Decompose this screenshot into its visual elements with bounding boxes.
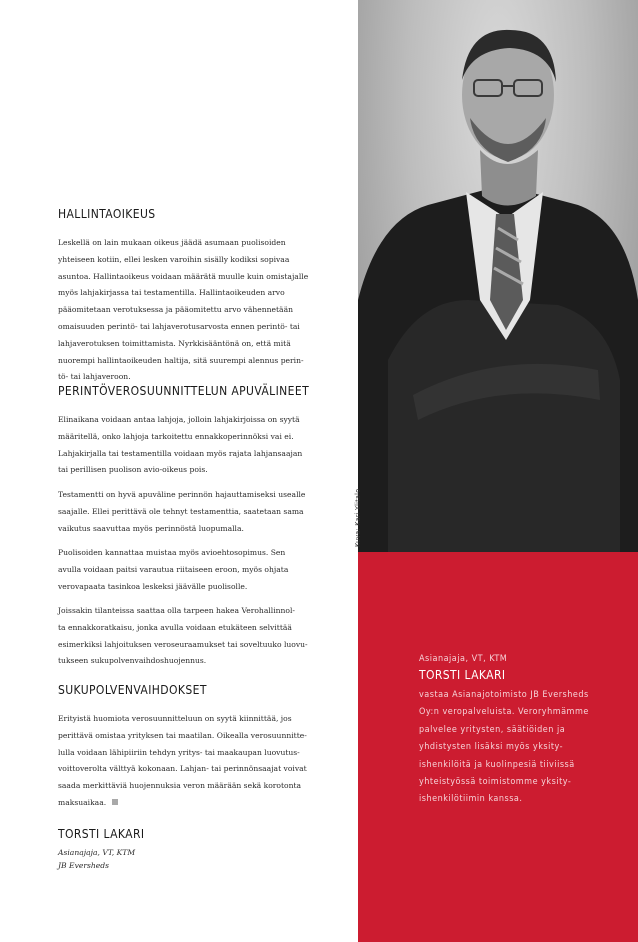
- portrait-illustration: [358, 0, 638, 552]
- paragraph: Puolisoiden kannattaa muistaa myös avioehtosopimus. Sen avulla voidaan paitsi varautua riitaiseen eroon, myös ohjata verovapaata tasinkoa leskeksi jäävälle puolisolle.: [58, 548, 289, 591]
- paragraph: Testamentti on hyvä apuväline perinnön hajauttamiseksi usealle saajalle. Ellei perittävä ole tehnyt testamenttia, saatetaan sama vaikutus saavuttaa myös perinnöstä luopumalla.: [58, 490, 306, 533]
- author-info-box: [358, 552, 638, 942]
- end-of-article-icon: [112, 799, 118, 805]
- paragraph: Joissakin tilanteissa saattaa olla tarpeen hakea Verohallinnol- ta ennakkoratkaisu, jonka avulla voidaan etukäteen selvittää esimerkiksi lahjoituksen veroseuraamukset tai soveltuuko luovu- tukseen sukupolvenvaihdoshuojennus.: [58, 606, 308, 666]
- author-title: Asianajaja, VT, KTM: [58, 848, 136, 857]
- article-column: [58, 0, 310, 942]
- author-name: TORSTI LAKARI: [58, 827, 145, 841]
- info-box-title: Asianajaja, VT, KTM: [419, 654, 508, 664]
- info-box-name: TORSTI LAKARI: [419, 668, 506, 682]
- section-heading-hallintaoikeus: HALLINTAOIKEUS: [58, 207, 156, 221]
- info-box-description: vastaa Asianajotoimisto JB Eversheds Oy:n veropalveluista. Veroryhmämme palvelee yritysten, säätiöiden ja yhdistysten lisäksi myös yksity- ishenkilöitä ja kuolinpesiä tiiviissä yhteistyössä toimistomme yksity- ishenkilötiimin kanssa.: [419, 690, 589, 805]
- paragraph: Erityistä huomiota verosuunnitteluun on syytä kiinnittää, jos perittävä omistaa yrityksen tai maatilan. Oikealla verosuunnitte- lulla voidaan lähipiiriin tehdyn yritys- tai maakaupan luovutus- voittoverolta välttyä kokonaan. Lahjan- tai perinnönsaajat voivat saada merkittäviä huojennuksia veron määrään sekä korotonta maksuaikaa.: [58, 714, 307, 807]
- section-heading-sukupolvenvaihdokset: SUKUPOLVENVAIHDOKSET: [58, 683, 207, 697]
- author-company: JB Eversheds: [58, 861, 110, 870]
- paragraph: Elinaikana voidaan antaa lahjoja, jolloin lahjakirjoissa on syytä määritellä, onko lahjoja tarkoitettu ennakkoperinnöksi vai ei. Lahjakirjalla tai testamentilla voidaan myös rajata lahjansaajan tai perillisen puolison avio-oikeus pois.: [58, 415, 303, 475]
- paragraph: Leskellä on lain mukaan oikeus jäädä asumaan puolisoiden yhteiseen kotiin, ellei lesken varoihin sisälly kodiksi sopivaa asuntoa. Hallintaoikeus voidaan määrätä muulle kuin omistajalle myös lahjakirjassa tai testamentilla. Hallintaoikeuden arvo pääomitetaan verotuksessa ja pääomitettu arvo vähennetään omaisuuden perintö- tai lahjaverotusarvosta ennen perintö- tai lahjaverotuksen toimittamista. Nyrkkisääntönä on, että mitä nuorempi hallintaoikeuden haltija, sitä suurempi alennus perin- tö- tai lahjaveroon.: [58, 238, 309, 382]
- portrait-photo: [358, 0, 638, 552]
- photo-credit: Kuva: Kari Ylitalo: [354, 488, 362, 547]
- section-heading-perintoverosuunnittelu: PERINTÖVEROSUUNNITTELUN APUVÄLINEET: [58, 384, 310, 398]
